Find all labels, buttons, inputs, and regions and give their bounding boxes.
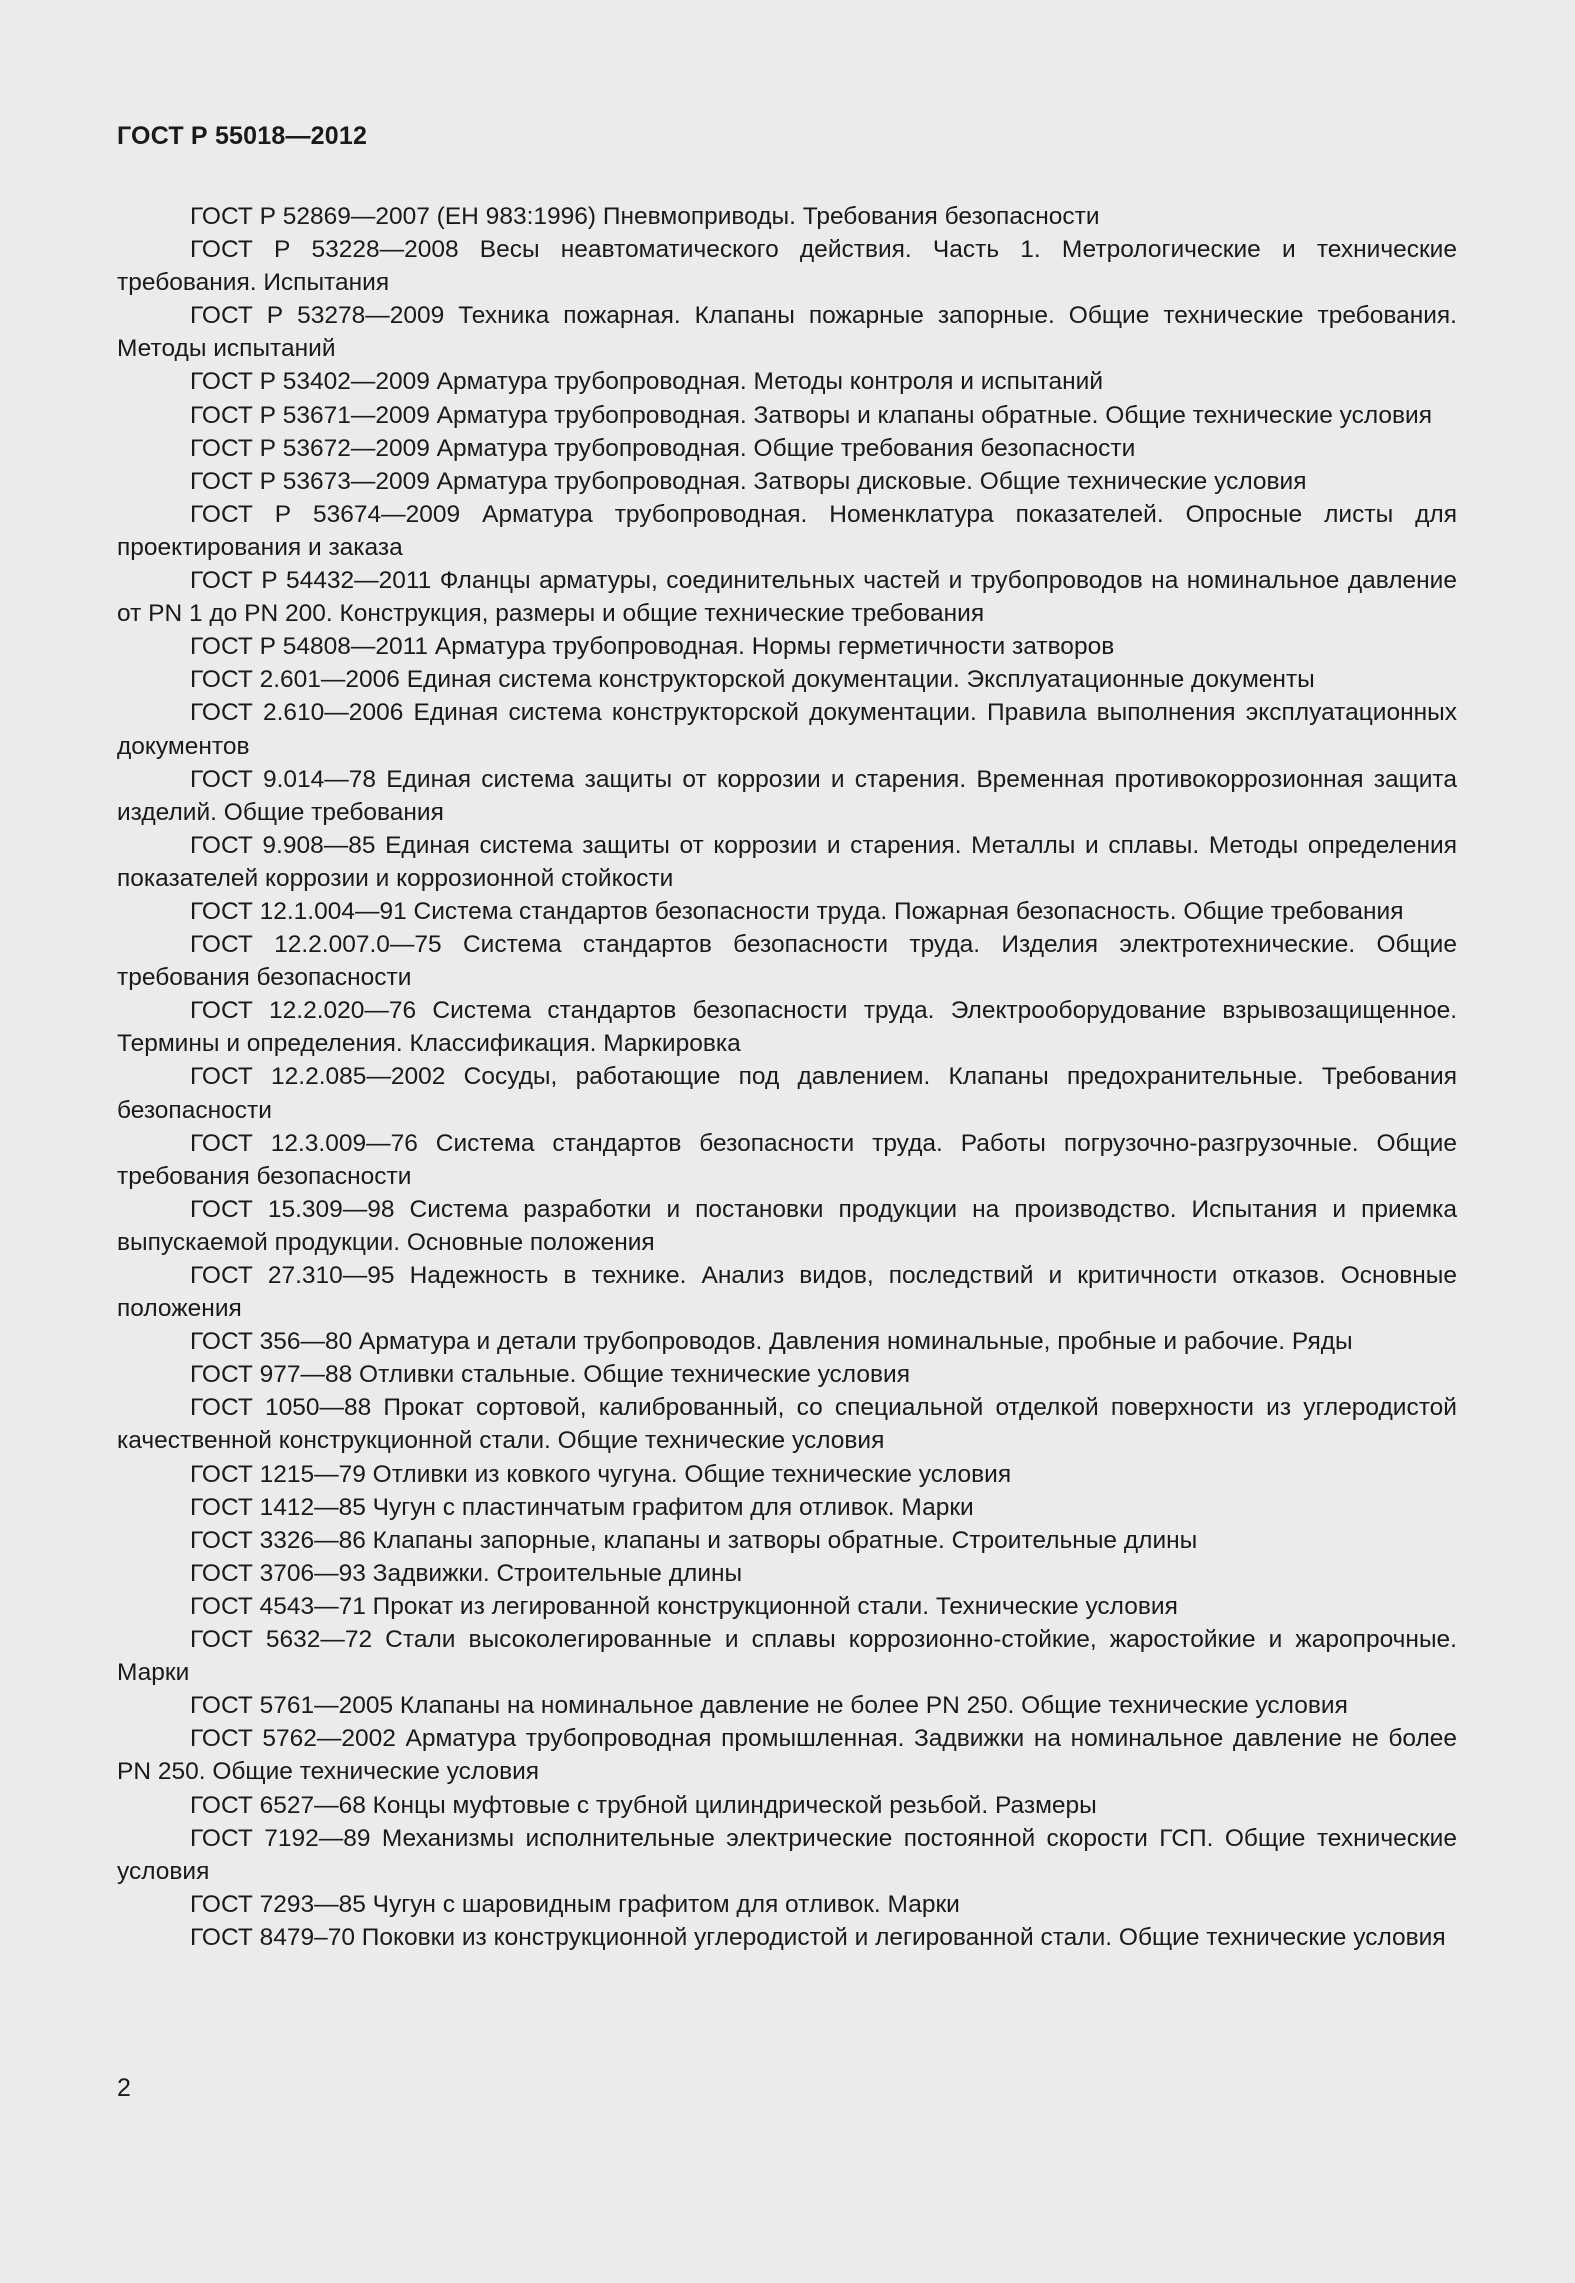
reference-item: ГОСТ 5632—72 Стали высоколегированные и сплавы коррозионно-стойкие, жаростойкие и жаропрочные. Марки bbox=[117, 1626, 1457, 1687]
reference-item: ГОСТ 2.610—2006 Единая система конструкторской документации. Правила выполнения эксплуатационных документов bbox=[117, 699, 1457, 760]
reference-item: ГОСТ Р 53673—2009 Арматура трубопроводная. Затворы дисковые. Общие технические условия bbox=[190, 467, 1307, 495]
reference-item: ГОСТ Р 52869—2007 (ЕН 983:1996) Пневмоприводы. Требования безопасности bbox=[190, 203, 1100, 230]
reference-item: ГОСТ Р 53671—2009 Арматура трубопроводная. Затворы и клапаны обратные. Общие технические условия bbox=[190, 401, 1433, 429]
reference-item: ГОСТ 7192—89 Механизмы исполнительные электрические постоянной скорости ГСП. Общие технические условия bbox=[117, 1824, 1457, 1885]
reference-item: ГОСТ 356—80 Арматура и детали трубопроводов. Давления номинальные, пробные и рабочие. Ряды bbox=[190, 1328, 1353, 1356]
reference-item: ГОСТ 3326—86 Клапаны запорные, клапаны и затворы обратные. Строительные длины bbox=[190, 1526, 1198, 1554]
reference-item: ГОСТ 5761—2005 Клапаны на номинальное давление не более PN 250. Общие технические условия bbox=[190, 1692, 1348, 1720]
reference-item: ГОСТ 12.2.085—2002 Сосуды, работающие под давлением. Клапаны предохранительные. Требования безопасности bbox=[117, 1063, 1457, 1124]
reference-item: ГОСТ 12.2.020—76 Система стандартов безопасности труда. Электрооборудование взрывозащищенное. Термины и определения. Классификация. Маркировка bbox=[117, 997, 1457, 1058]
reference-item: ГОСТ 3706—93 Задвижки. Строительные длины bbox=[190, 1559, 743, 1587]
reference-item: ГОСТ 9.908—85 Единая система защиты от коррозии и старения. Металлы и сплавы. Методы определения показателей коррозии и коррозионной стойкости bbox=[117, 831, 1457, 892]
reference-item: ГОСТ 8479–70 Поковки из конструкционной углеродистой и легированной стали. Общие технические условия bbox=[190, 1923, 1446, 1951]
reference-item: ГОСТ Р 53228—2008 Весы неавтоматического действия. Часть 1. Метрологические и технические требования. Испытания bbox=[117, 236, 1457, 297]
reference-item: ГОСТ 9.014—78 Единая система защиты от коррозии и старения. Временная противокоррозионная защита изделий. Общие требования bbox=[117, 765, 1457, 826]
reference-item: ГОСТ 1050—88 Прокат сортовой, калиброванный, со специальной отделкой поверхности из углеродистой качественной конструкционной стали. Общие технические условия bbox=[117, 1394, 1457, 1455]
reference-item: ГОСТ Р 53278—2009 Техника пожарная. Клапаны пожарные запорные. Общие технические требования. Методы испытаний bbox=[117, 302, 1457, 363]
reference-item: ГОСТ Р 53672—2009 Арматура трубопроводная. Общие требования безопасности bbox=[190, 434, 1136, 462]
reference-item: ГОСТ 5762—2002 Арматура трубопроводная промышленная. Задвижки на номинальное давление не более PN 250. Общие технические условия bbox=[117, 1725, 1457, 1786]
reference-item: ГОСТ 1412—85 Чугун с пластинчатым графитом для отливок. Марки bbox=[190, 1493, 974, 1521]
reference-item: ГОСТ Р 53402—2009 Арматура трубопроводная. Методы контроля и испытаний bbox=[190, 368, 1104, 396]
reference-item: ГОСТ 4543—71 Прокат из легированной конструкционной стали. Технические условия bbox=[190, 1592, 1178, 1620]
reference-item: ГОСТ 15.309—98 Система разработки и постановки продукции на производство. Испытания и приемка выпускаемой продукции. Основные положения bbox=[117, 1195, 1457, 1256]
reference-item: ГОСТ 7293—85 Чугун с шаровидным графитом для отливок. Марки bbox=[190, 1890, 960, 1918]
reference-item: ГОСТ 977—88 Отливки стальные. Общие технические условия bbox=[190, 1361, 910, 1389]
reference-item: ГОСТ 6527—68 Концы муфтовые с трубной цилиндрической резьбой. Размеры bbox=[190, 1791, 1097, 1819]
reference-item: ГОСТ Р 54808—2011 Арматура трубопроводная. Нормы герметичности затворов bbox=[190, 633, 1115, 661]
reference-item: ГОСТ Р 53674—2009 Арматура трубопроводная. Номенклатура показателей. Опросные листы для проектирования и заказа bbox=[117, 500, 1457, 561]
document-header: ГОСТ Р 55018—2012 bbox=[117, 122, 368, 150]
reference-item: ГОСТ 1215—79 Отливки из ковкого чугуна. Общие технические условия bbox=[190, 1460, 1012, 1488]
reference-item: ГОСТ 12.3.009—76 Система стандартов безопасности труда. Работы погрузочно-разгрузочные. Общие требования безопасности bbox=[117, 1129, 1457, 1190]
reference-item: ГОСТ 12.2.007.0—75 Система стандартов безопасности труда. Изделия электротехнические. Общие требования безопасности bbox=[117, 931, 1457, 992]
reference-item: ГОСТ 2.601—2006 Единая система конструкторской документации. Эксплуатационные документы bbox=[190, 666, 1315, 694]
reference-item: ГОСТ Р 54432—2011 Фланцы арматуры, соединительных частей и трубопроводов на номинальное давление от PN 1 до PN 200. Конструкция, размеры и общие технические требования bbox=[117, 567, 1457, 628]
page-number: 2 bbox=[117, 2074, 131, 2102]
normative-references-list bbox=[117, 200, 1457, 1954]
reference-item: ГОСТ 12.1.004—91 Система стандартов безопасности труда. Пожарная безопасность. Общие требования bbox=[190, 897, 1404, 925]
reference-item: ГОСТ 27.310—95 Надежность в технике. Анализ видов, последствий и критичности отказов. Основные положения bbox=[117, 1262, 1457, 1323]
